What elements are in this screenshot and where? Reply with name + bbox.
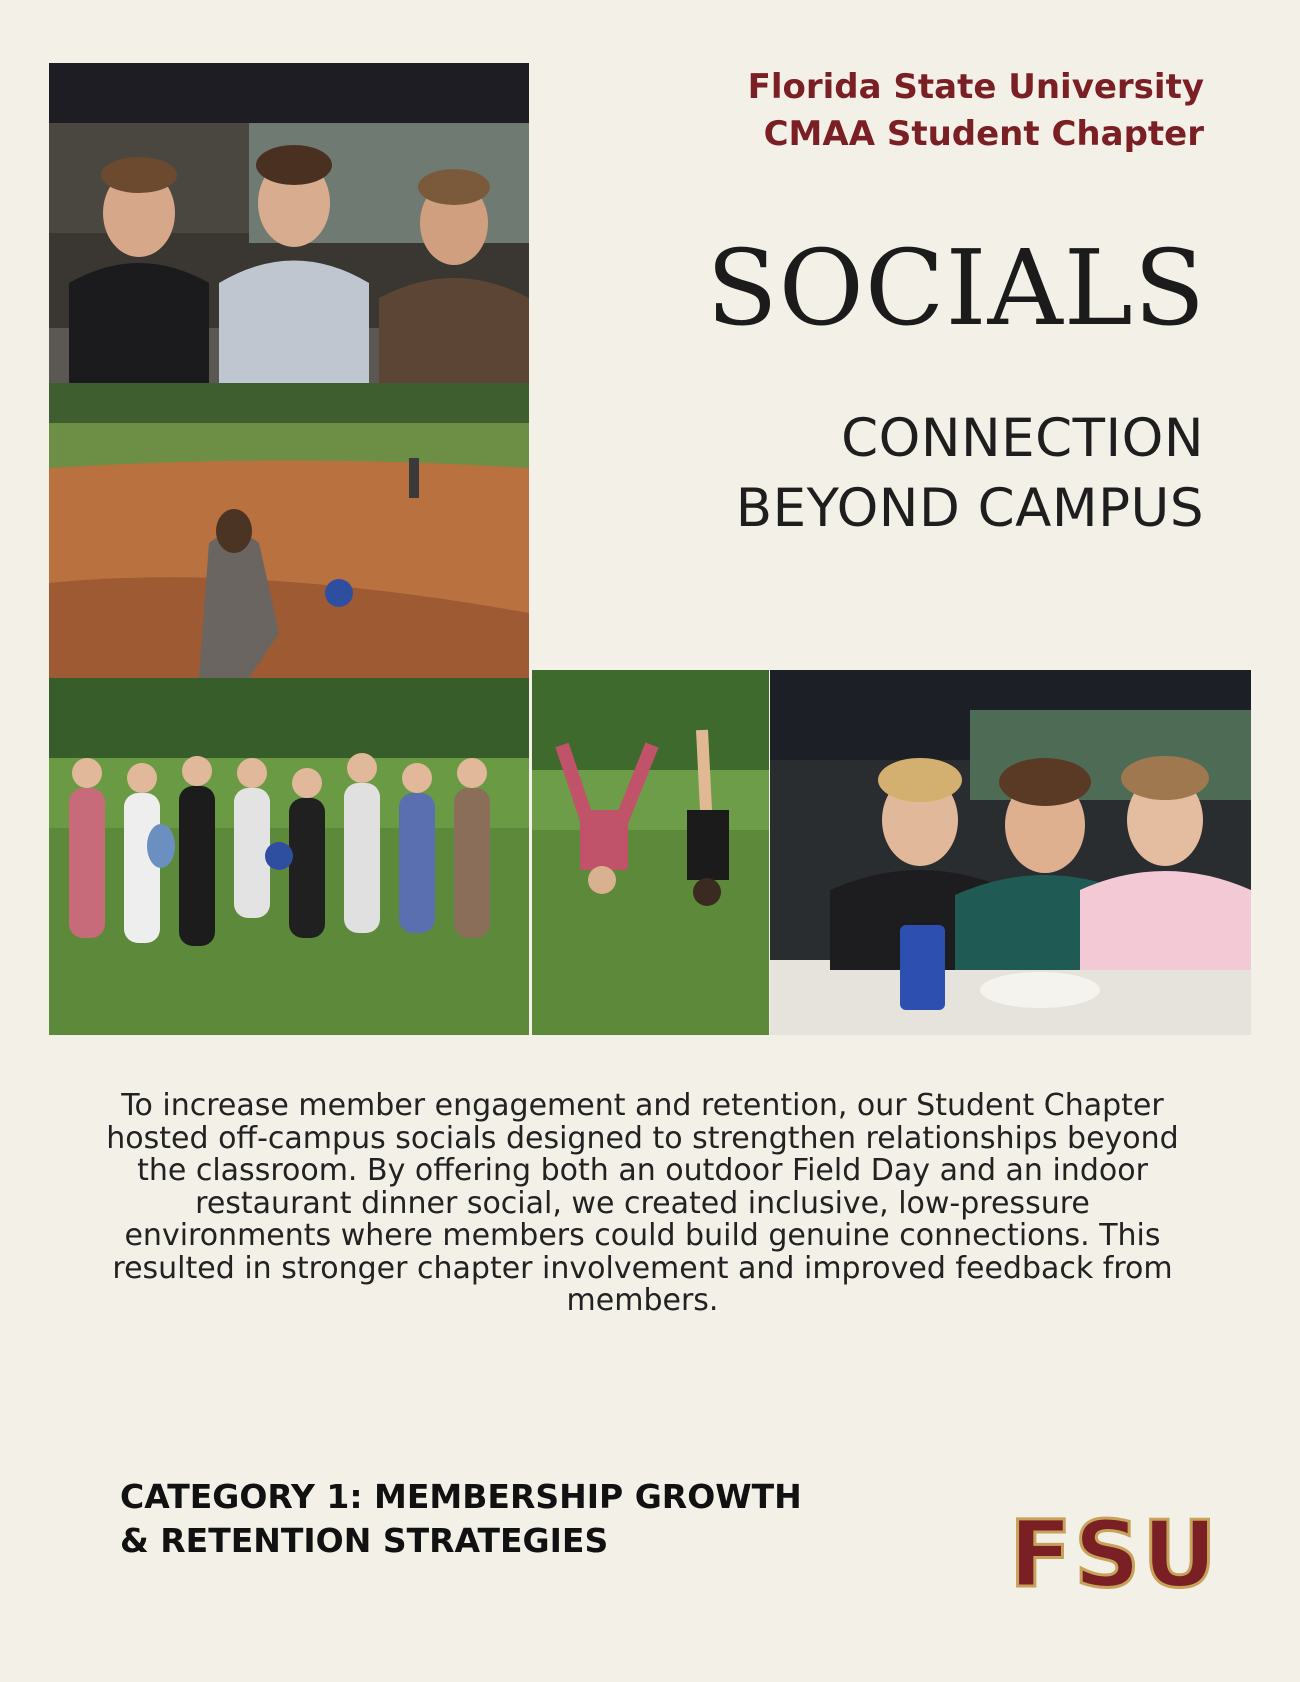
category-label — [120, 1475, 802, 1563]
photo-restaurant-dinner-social — [770, 670, 1251, 1035]
page-subtitle — [736, 404, 1204, 544]
photo-kickball-field — [49, 383, 529, 678]
photo-field-day-group — [49, 678, 529, 1035]
organization-heading — [748, 64, 1204, 158]
category-line2: & RETENTION STRATEGIES — [120, 1521, 609, 1560]
subtitle-line1: CONNECTION — [841, 408, 1204, 469]
photo-cartwheels — [532, 670, 769, 1035]
description-paragraph: To increase member engagement and retention, our Student Chapter hosted off-campus socials designed to strengthen relationships beyond the classroom. By offering both an outdoor Field Day and an indoor restaurant dinner social, we created inclusive, low-pressure environments where members could build genuine connections. This resulted in stronger chapter involvement and improved feedback from members. — [106, 1088, 1179, 1318]
org-name-line1: Florida State University — [747, 67, 1204, 107]
photo-restaurant-group-men — [49, 63, 529, 383]
subtitle-line2: BEYOND CAMPUS — [735, 478, 1204, 539]
org-name-line2: CMAA Student Chapter — [763, 114, 1204, 154]
category-line1: CATEGORY 1: MEMBERSHIP GROWTH — [120, 1477, 802, 1516]
fsu-logo — [1012, 1508, 1216, 1596]
fsu-logo-text: FSU — [1012, 1508, 1216, 1596]
page-title: SOCIALS — [706, 227, 1206, 349]
